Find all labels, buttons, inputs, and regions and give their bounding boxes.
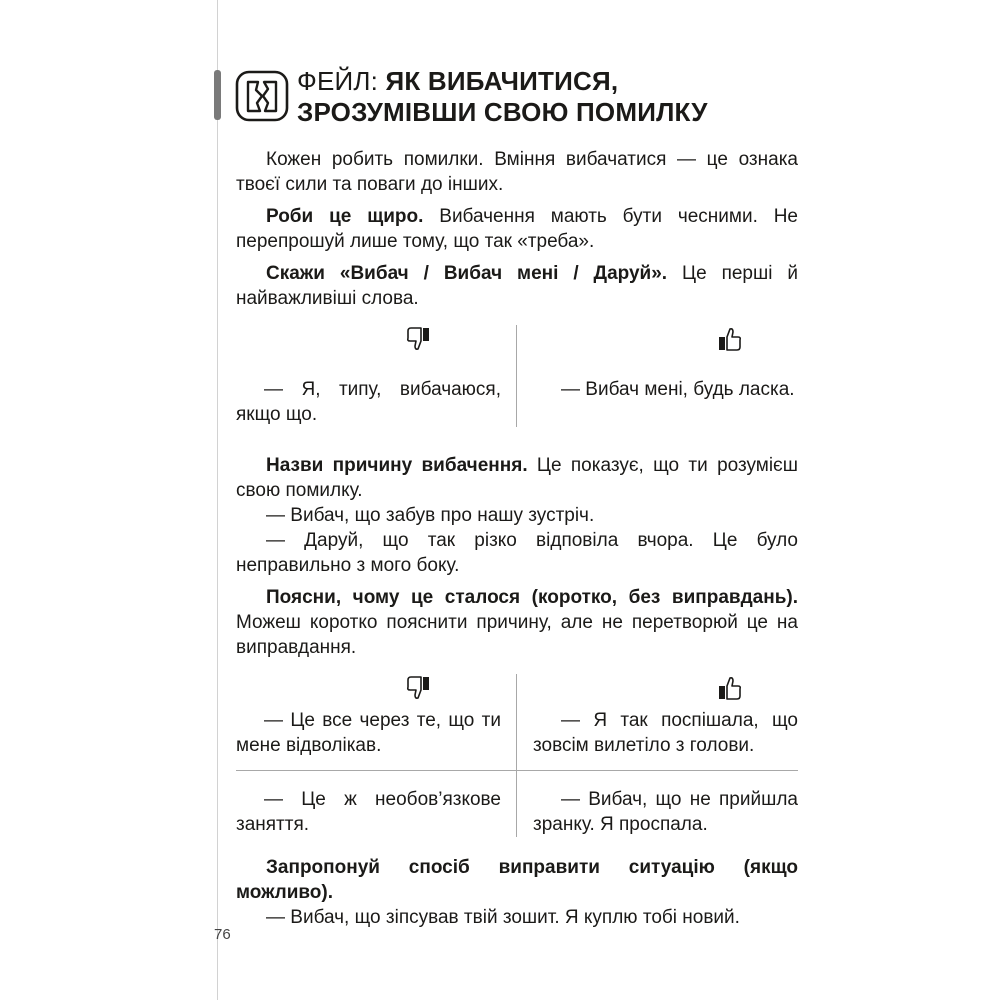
bad-example: — Я, типу, вибачаюся, якщо що. <box>236 379 501 425</box>
paragraph-explain: Поясни, чому це сталося (коротко, без виправдань). Можеш коротко пояснити причину, але не перетворюй це на виправдання. <box>236 587 798 658</box>
article-body <box>236 147 798 937</box>
icon-row <box>236 674 798 704</box>
icon-row <box>236 325 798 355</box>
table-row <box>236 787 798 837</box>
comparison-table-2 <box>236 674 798 837</box>
example-line: — Даруй, що так різко відповіла вчора. Це було неправильно з мого боку. <box>236 530 798 576</box>
example-line: — Вибач, що зіпсував твій зошит. Я куплю тобі новий. <box>266 907 740 928</box>
example-line: — Вибач, що забув про нашу зустріч. <box>266 505 595 526</box>
thumbs-down-icon <box>405 325 433 353</box>
table-row <box>236 377 798 427</box>
bad-example: — Це все через те, що ти мене відволікав. <box>236 710 501 756</box>
gutter-line <box>217 0 218 1000</box>
paragraph-reason: Назви причину вибачення. Це показує, що ти розумієш свою помилку. <box>236 455 798 501</box>
paragraph-intro: Кожен робить помилки. Вміння вибачатися — це ознака твоєї сили та поваги до інших. <box>236 149 798 195</box>
gutter-tab <box>214 70 221 120</box>
paragraph-sincere: Роби це щиро. Вибачення мають бути чесними. Не перепрошуй лише тому, що так «треба». <box>236 206 798 252</box>
thumbs-up-icon <box>717 325 745 353</box>
thumbs-down-icon <box>405 674 433 702</box>
good-example: — Вибач мені, будь ласка. <box>561 379 795 400</box>
good-example: — Я так поспішала, що зовсім вилетіло з голови. <box>533 710 798 756</box>
page-number: 76 <box>214 926 231 943</box>
table-row-divider <box>236 770 798 771</box>
good-example: — Вибач, що не прийшла зранку. Я проспала. <box>533 789 798 835</box>
page-title: ФЕЙЛ: ЯК ВИБАЧИТИСЯ, ЗРОЗУМІВШИ СВОЮ ПОМИЛКУ <box>297 66 708 127</box>
thumbs-up-icon <box>717 674 745 702</box>
bad-example: — Це ж необов’язкове заняття. <box>236 789 501 835</box>
paragraph-fix: Запропонуй спосіб виправити ситуацію (якщо можливо). <box>236 857 798 903</box>
broken-paper-icon <box>234 68 290 124</box>
section-header <box>234 66 804 128</box>
comparison-table-1 <box>236 325 798 427</box>
table-row <box>236 708 798 758</box>
paragraph-say-sorry: Скажи «Вибач / Вибач мені / Даруй». Це перші й найважливіші слова. <box>236 263 798 309</box>
